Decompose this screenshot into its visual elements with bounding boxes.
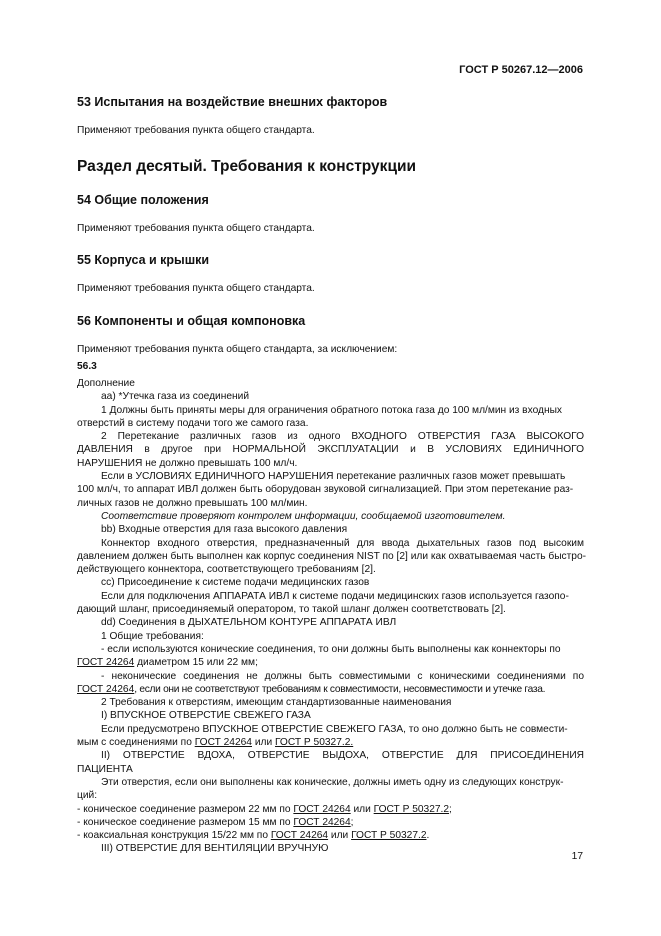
text-run: . <box>426 830 430 842</box>
text-line: 2 Требования к отверстиям, имеющим стандартизованные наименования <box>101 697 452 709</box>
document-code: ГОСТ Р 50267.12—2006 <box>459 64 583 76</box>
standard-link: ГОСТ 24264 <box>293 816 351 828</box>
text-line: ДАВЛЕНИЯ в другое при НОРМАЛЬНОЙ ЭКСПЛУАТАЦИИ и В УСЛОВИЯХ ЕДИНИЧНОГО <box>77 444 584 456</box>
standard-link: ГОСТ 24264 <box>77 683 135 695</box>
text-run: мым с соединениями по <box>77 737 195 749</box>
section-title: Раздел десятый. Требования к конструкции <box>77 158 417 175</box>
text-line: Эти отверстия, если они выполнены как конические, должны иметь одну из следующих конструк- <box>101 776 564 788</box>
clause-body <box>77 377 587 856</box>
text-line: действующего коннектора, соответствующего требованиям [2]. <box>77 564 376 576</box>
heading-54: 54 Общие положения <box>77 193 209 207</box>
text-line: bb) Входные отверстия для газа высокого давления <box>101 524 348 536</box>
text-line: Если в УСЛОВИЯХ ЕДИНИЧНОГО НАРУШЕНИЯ перетекание различных газов может превышать <box>101 471 566 483</box>
text-run: - коническое соединение размером 22 мм по <box>77 803 294 815</box>
heading-53: 53 Испытания на воздействие внешних факторов <box>77 95 388 109</box>
text-run: или <box>328 830 352 842</box>
text-line: 1 Общие требования: <box>101 630 204 642</box>
text-line <box>77 803 584 816</box>
text-line: Дополнение <box>77 378 135 389</box>
text-line <box>77 736 584 749</box>
text-line: НАРУШЕНИЯ не должно превышать 100 мл/ч. <box>77 457 298 469</box>
text-line: II) ОТВЕРСТИЕ ВДОХА, ОТВЕРСТИЕ ВЫДОХА, ОТВЕРСТИЕ ДЛЯ ПРИСОЕДИНЕНИЯ <box>101 750 584 762</box>
text-line <box>77 829 584 842</box>
paragraph-56: Применяют требования пункта общего стандарта, за исключением: <box>77 344 398 355</box>
paragraph-53: Применяют требования пункта общего стандарта. <box>77 125 315 136</box>
text-line: Коннектор входного отверстия, предназначенный для ввода дыхательных газов под высоким <box>101 537 584 549</box>
text-run: диаметром 15 или 22 мм; <box>134 657 258 669</box>
text-line: ПАЦИЕНТА <box>77 763 133 775</box>
paragraph-55: Применяют требования пункта общего стандарта. <box>77 283 315 294</box>
text-line: dd) Соединения в ДЫХАТЕЛЬНОМ КОНТУРЕ АППАРАТА ИВЛ <box>101 617 397 629</box>
text-line: давлением должен быть выполнен как корпус соединения NIST по [2] или как охватываемая часть быстро- <box>77 550 587 562</box>
text-line: Если для подключения АППАРАТА ИВЛ к системе подачи медицинских газов используется газопо- <box>101 590 569 602</box>
text-line: отверстий в систему подачи того же самого газа. <box>77 417 309 429</box>
text-line <box>77 816 584 829</box>
text-line: 100 мл/ч, то аппарат ИВЛ должен быть оборудован звуковой сигнализацией. При этом перетекание раз- <box>77 484 574 496</box>
text-line: - если используются конические соединения, то они должны быть выполнены как коннекторы по <box>101 643 561 655</box>
standard-link: ГОСТ Р 50327.2 <box>351 830 427 842</box>
text-line <box>77 656 584 669</box>
text-line: аа) *Утечка газа из соединений <box>101 391 250 403</box>
standard-link: ГОСТ Р 50327.2. <box>274 737 354 749</box>
paragraph-54: Применяют требования пункта общего стандарта. <box>77 223 315 234</box>
text-line: I) ВПУСКНОЕ ОТВЕРСТИЕ СВЕЖЕГО ГАЗА <box>101 710 311 722</box>
text-line: дающий шланг, присоединяемый оператором, то такой шланг должен соответствовать [2]. <box>77 604 506 616</box>
standard-link: ГОСТ Р 50327.2 <box>373 803 450 815</box>
text-line: 1 Должны быть приняты меры для ограничения обратного потока газа до 100 мл/мин из входных <box>101 404 563 416</box>
standard-link: ГОСТ 24264 <box>194 737 252 749</box>
text-run: ; <box>350 816 354 828</box>
clause-number: 56.3 <box>77 361 97 372</box>
text-run: , если они не соответствуют требованиям к совместимости, несовместимости и утечке газа. <box>134 683 546 695</box>
text-line: Если предусмотрено ВПУСКНОЕ ОТВЕРСТИЕ СВЕЖЕГО ГАЗА, то оно должно быть не совмести- <box>101 723 568 735</box>
text-run: - коническое соединение размером 15 мм по <box>77 816 294 828</box>
text-run: ; <box>449 803 452 815</box>
text-line: - неконические соединения не должны быть совместимыми с коническими соединениями по <box>101 670 584 682</box>
text-line: личных газов не должно превышать 100 мл/мин. <box>77 497 308 509</box>
standard-link: ГОСТ 24264 <box>293 803 351 815</box>
page-number: 17 <box>571 851 583 862</box>
text-line: ций: <box>77 790 98 802</box>
text-line <box>77 683 584 696</box>
heading-55: 55 Корпуса и крышки <box>77 253 210 267</box>
text-run: - коаксиальная конструкция 15/22 мм по <box>77 830 271 842</box>
text-run: или <box>350 803 374 815</box>
text-line: III) ОТВЕРСТИЕ ДЛЯ ВЕНТИЛЯЦИИ ВРУЧНУЮ <box>101 843 329 855</box>
standard-link: ГОСТ 24264 <box>77 657 135 669</box>
text-line: Соответствие проверяют контролем информации, сообщаемой изготовителем. <box>101 510 506 522</box>
text-run: или <box>251 737 275 749</box>
text-line: cc) Присоединение к системе подачи медицинских газов <box>101 577 370 589</box>
standard-link: ГОСТ 24264 <box>270 830 329 842</box>
text-line: 2 Перетекание различных газов из одного ВХОДНОГО ОТВЕРСТИЯ ГАЗА ВЫСОКОГО <box>101 431 584 443</box>
heading-56: 56 Компоненты и общая компоновка <box>77 314 306 328</box>
